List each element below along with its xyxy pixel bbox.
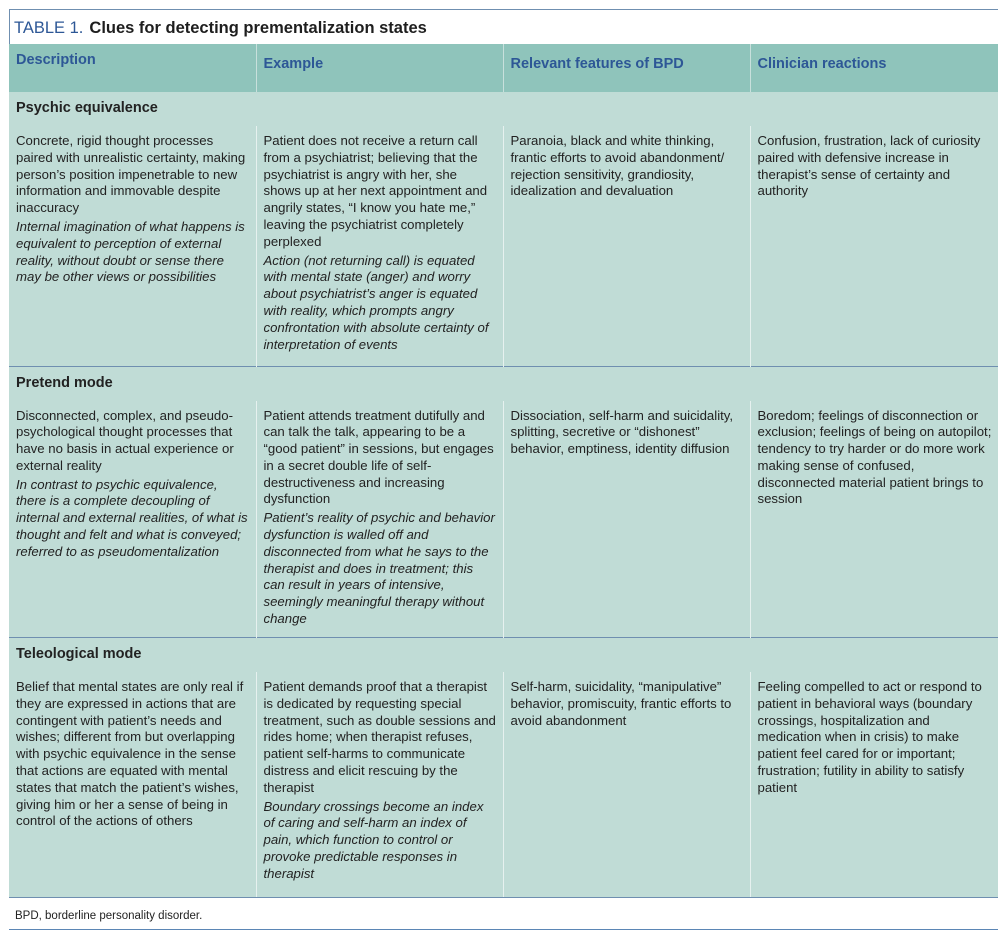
example-note: Boundary crossings become an index of caring and self-harm an index of pain, which function to control or provoke predictable responses in therapist [263, 798, 484, 881]
table-row [9, 672, 998, 897]
table-container [9, 9, 998, 930]
clues-table [9, 44, 998, 897]
header-features: Relevant features of BPD [503, 44, 750, 92]
table-row [9, 401, 998, 638]
description-text: Concrete, rigid thought processes paired with unrealistic certainty, making person’s position impenetrable to new information and immovable despite inaccuracy [16, 133, 246, 216]
description-cell [9, 126, 256, 366]
example-note: Patient’s reality of psychic and behavior dysfunction is walled off and disconnected from what he says to the therapist and does in treatment; this can result in years of intensive, seemingly meaningful therapy without change [263, 510, 495, 627]
section-title: Pretend mode [9, 366, 998, 401]
table-row [9, 126, 998, 366]
example-cell [256, 672, 503, 897]
description-text: Disconnected, complex, and pseudo-psychological thought processes that have no basis in actual experience or external reality [16, 407, 234, 473]
example-cell [256, 126, 503, 366]
description-note: In contrast to psychic equivalence, there is a complete decoupling of internal and external realities, of what is thought and felt and what is conveyed; referred to as pseudomentalization [16, 476, 248, 559]
header-description: Description [9, 44, 256, 92]
features-cell: Self-harm, suicidality, “manipulative” behavior, promiscuity, frantic efforts to avoid abandonment [503, 672, 750, 897]
header-reactions: Clinician reactions [750, 44, 998, 92]
reactions-cell: Feeling compelled to act or respond to patient in behavioral ways (boundary crossings, hospitalization and medication when in crisis) to make patient feel cared for or important; frustration; futility in ability to satisfy patient [750, 672, 998, 897]
header-example: Example [256, 44, 503, 92]
section-row [9, 638, 998, 673]
example-text: Patient attends treatment dutifully and can talk the talk, appearing to be a “good patient” in sessions, but engages in a secret double life of self-destructiveness and increasing dysfunction [263, 407, 494, 507]
reactions-cell: Confusion, frustration, lack of curiosity paired with defensive increase in therapist’s sense of certainty and authority [750, 126, 998, 366]
table-footnote: BPD, borderline personality disorder. [9, 897, 998, 930]
features-cell: Paranoia, black and white thinking, frantic efforts to avoid abandonment/ rejection sensitivity, grandiosity, idealization and devaluation [503, 126, 750, 366]
example-cell [256, 401, 503, 638]
description-note: Internal imagination of what happens is equivalent to perception of external reality, without doubt or sense there may be other views or possibilities [16, 218, 245, 285]
features-cell: Dissociation, self-harm and suicidality, splitting, secretive or “dishonest” behavior, emptiness, identity diffusion [503, 401, 750, 638]
section-title: Teleological mode [9, 638, 998, 673]
example-text: Patient demands proof that a therapist is dedicated by requesting special treatment, such as double sessions and rides home; when therapist refuses, patient self-harms to communicate distress and elicit rescuing by the therapist [263, 679, 496, 795]
reactions-cell: Boredom; feelings of disconnection or exclusion; feelings of being on autopilot; tendency to try harder or do more work making sense of confused, disconnected material patient brings to session [750, 401, 998, 638]
section-row [9, 366, 998, 401]
description-cell [9, 672, 256, 897]
table-title-text: Clues for detecting prementalization states [89, 19, 427, 37]
table-title [9, 9, 998, 44]
description-cell [9, 401, 256, 638]
example-note: Action (not returning call) is equated with mental state (anger) and worry about psychiatrist’s anger is equated with reality, which prompts angry confrontation with absolute certainty of interpretation of events [263, 252, 489, 352]
table-number: TABLE 1. [14, 19, 84, 37]
section-title: Psychic equivalence [9, 92, 998, 126]
header-row [9, 44, 998, 92]
description-text: Belief that mental states are only real if they are expressed in actions that are contingent with patient’s needs and wishes; different from but overlapping with psychic equivalence in the sense that actions are equated with mental states that match the patient’s wishes, giving him or her a sense of being in control of the actions of others [16, 679, 244, 829]
example-text: Patient does not receive a return call from a psychiatrist; believing that the psychiatrist is angry with her, she shows up at her next appointment and angrily states, “I know you hate me,” leaving the psychiatrist completely perplexed [263, 133, 488, 249]
section-row [9, 92, 998, 126]
